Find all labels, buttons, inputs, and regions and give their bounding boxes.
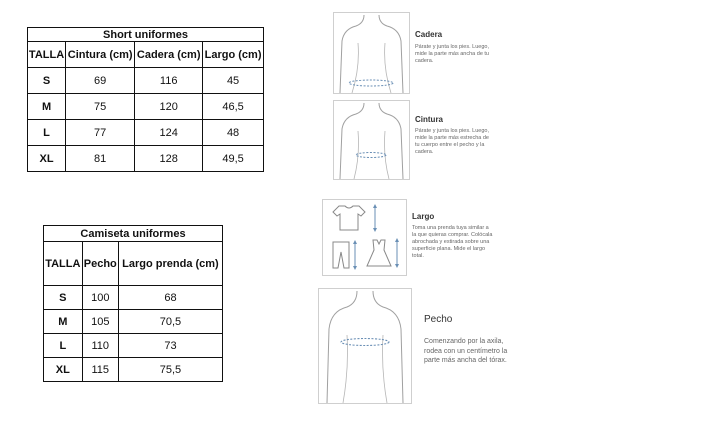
size-cell: XL (28, 146, 66, 172)
header-talla: TALLA (44, 242, 83, 286)
table-row (28, 120, 264, 146)
table-row (44, 334, 223, 358)
size-cell: S (28, 68, 66, 94)
table-row (44, 358, 223, 382)
hip-body-icon (334, 13, 409, 93)
table-row (28, 68, 264, 94)
hip-title: Cadera (415, 30, 443, 39)
size-cell: XL (44, 358, 83, 382)
short-size-table (27, 27, 264, 172)
length-title: Largo (412, 212, 435, 221)
hip-description: Párate y junta los pies. Luego, mide la parte más ancha de tu cadera. (415, 44, 489, 64)
short-table-title: Short uniformes (28, 28, 264, 42)
table-row (28, 94, 264, 120)
value-cell: 49,5 (203, 146, 264, 172)
value-cell: 105 (82, 310, 118, 334)
header-cintura: Cintura (cm) (66, 42, 135, 68)
value-cell: 73 (118, 334, 222, 358)
size-cell: M (44, 310, 83, 334)
value-cell: 115 (82, 358, 118, 382)
value-cell: 110 (82, 334, 118, 358)
chest-description: Comenzando por la axila, rodea con un centímetro la parte más ancha del tórax. (424, 338, 508, 364)
length-description: Toma una prenda tuya similar a la que quieras comprar. Colócala abrochada y estirada sobre una superficie plana. Mide el largo total. (412, 225, 493, 259)
size-cell: M (28, 94, 66, 120)
value-cell: 77 (66, 120, 135, 146)
garments-icon (323, 200, 406, 275)
waist-figure-frame (333, 100, 410, 180)
value-cell: 48 (203, 120, 264, 146)
waist-body-icon (334, 101, 409, 179)
value-cell: 75,5 (118, 358, 222, 382)
header-largo-prenda: Largo prenda (cm) (118, 242, 222, 286)
value-cell: 128 (135, 146, 203, 172)
header-pecho: Pecho (82, 242, 118, 286)
waist-description: Párate y junta los pies. Luego, mide la parte más estrecha de tu cuerpo entre el pecho y la cadera. (415, 128, 489, 155)
value-cell: 46,5 (203, 94, 264, 120)
hip-figure-frame (333, 12, 410, 94)
shirt-size-table (43, 225, 223, 382)
waist-title: Cintura (415, 115, 443, 124)
value-cell: 45 (203, 68, 264, 94)
value-cell: 124 (135, 120, 203, 146)
table-row (28, 146, 264, 172)
shirt-table-title: Camiseta uniformes (44, 226, 223, 242)
length-figure-frame (322, 199, 407, 276)
value-cell: 69 (66, 68, 135, 94)
size-cell: S (44, 286, 83, 310)
header-talla: TALLA (28, 42, 66, 68)
header-largo: Largo (cm) (203, 42, 264, 68)
size-cell: L (28, 120, 66, 146)
table-row (44, 310, 223, 334)
size-cell: L (44, 334, 83, 358)
value-cell: 81 (66, 146, 135, 172)
chest-figure-frame (318, 288, 412, 404)
value-cell: 68 (118, 286, 222, 310)
table-row (44, 286, 223, 310)
value-cell: 116 (135, 68, 203, 94)
value-cell: 70,5 (118, 310, 222, 334)
header-cadera: Cadera (cm) (135, 42, 203, 68)
value-cell: 100 (82, 286, 118, 310)
chest-body-icon (319, 289, 411, 403)
value-cell: 75 (66, 94, 135, 120)
chest-title: Pecho (424, 314, 453, 325)
value-cell: 120 (135, 94, 203, 120)
